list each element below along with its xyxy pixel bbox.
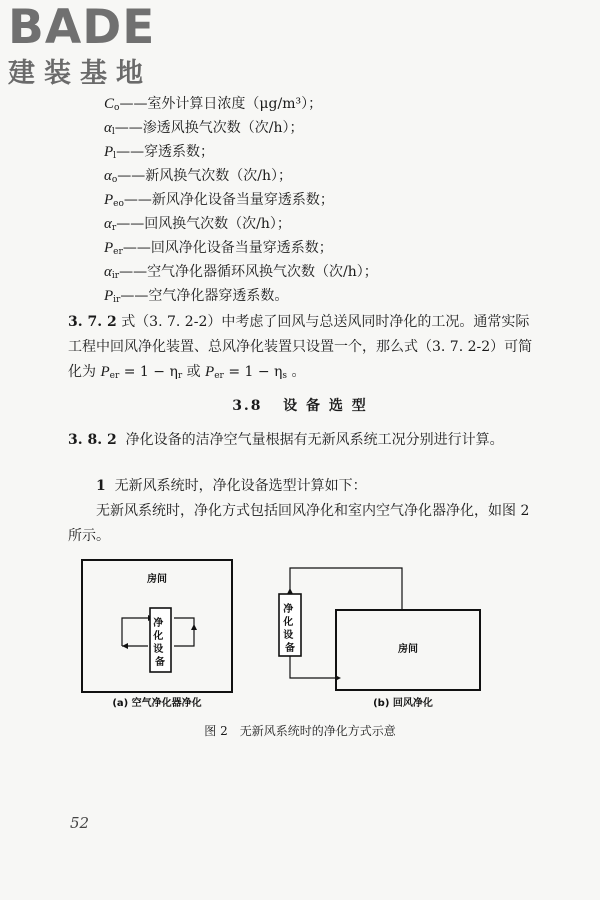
device-char-a-2: 化	[153, 631, 164, 642]
formula-rhs: = 1 − η	[228, 364, 283, 380]
definition-text: ——回风换气次数（次/h）；	[116, 216, 291, 232]
device-char-a-4: 备	[155, 657, 165, 668]
definition-row	[104, 140, 378, 164]
definition-text: ——空气净化器循环风换气次数（次/h）；	[119, 264, 378, 280]
formula-or: 或	[182, 364, 206, 380]
definition-symbol: P	[104, 288, 114, 304]
definition-symbol: P	[104, 240, 114, 256]
definition-symbol: C	[104, 96, 115, 112]
definition-subscript: eo	[113, 199, 124, 209]
formula-end: 。	[287, 364, 306, 380]
logo-text: BADE	[8, 0, 156, 55]
paragraph-3-7-2	[68, 310, 538, 389]
definition-row	[104, 116, 378, 140]
item-text: 无新风系统时，净化设备选型计算如下：	[114, 478, 367, 494]
device-char-b-1: 净	[283, 604, 294, 615]
definition-text: ——穿透系数；	[116, 144, 215, 160]
figure-2-diagram	[80, 558, 520, 718]
definition-subscript: l	[113, 151, 117, 161]
subcaption-b: (b) 回风净化	[373, 698, 433, 709]
device-char-a-1: 净	[153, 618, 164, 629]
symbol-definitions	[104, 92, 378, 308]
figure-caption: 图 2 无新风系统时的净化方式示意	[204, 724, 396, 738]
section-heading	[0, 395, 600, 415]
bade-logo	[8, 0, 178, 90]
definition-text: ——回风净化设备当量穿透系数；	[122, 240, 333, 256]
formula-eta-subscript: s	[282, 371, 288, 381]
definition-text: ——新风换气次数（次/h）；	[117, 168, 293, 184]
clause-number: 3. 7. 2	[68, 314, 117, 330]
arrow-b2	[287, 588, 293, 594]
definition-subscript: er	[113, 247, 123, 257]
item-1	[68, 474, 538, 499]
clause-number: 3. 8. 2	[68, 432, 117, 448]
definition-subscript: l	[111, 127, 115, 137]
definition-subscript: r	[111, 223, 117, 233]
return-duct-top	[290, 568, 402, 610]
definition-row	[104, 188, 378, 212]
formula-eta-subscript: r	[177, 371, 183, 381]
formula-symbol: P	[205, 364, 215, 380]
airflow-loop-a	[122, 618, 148, 646]
item-number: 1	[96, 478, 106, 494]
airflow-right-a	[174, 618, 194, 646]
definition-row	[104, 284, 378, 308]
page-number: 52	[70, 814, 90, 832]
clause-text: 净化设备的洁净空气量根据有无新风系统工况分别进行计算。	[125, 432, 504, 448]
section-number: 3.8	[232, 398, 263, 414]
formula-symbol: P	[100, 364, 110, 380]
definition-row	[104, 260, 378, 284]
definition-symbol: P	[104, 192, 114, 208]
definition-symbol: P	[104, 144, 114, 160]
logo-subtext: 建装基地	[8, 58, 152, 89]
definition-symbol: α	[104, 168, 112, 184]
paragraph-no-fresh-air: 无新风系统时，净化方式包括回风净化和室内空气净化器净化，如图 2 所示。	[68, 503, 530, 544]
definition-row	[104, 164, 378, 188]
device-char-b-4: 备	[285, 643, 295, 654]
arrow-a3	[191, 624, 197, 630]
definition-symbol: α	[104, 216, 112, 232]
definition-subscript: o	[111, 175, 118, 185]
formula-subscript: er	[214, 371, 224, 381]
definition-subscript: ir	[113, 295, 121, 305]
definition-subscript: ir	[111, 271, 120, 281]
device-char-a-3: 设	[153, 644, 164, 655]
room-label-a: 房间	[147, 574, 167, 585]
definition-symbol: α	[104, 120, 112, 136]
definition-text: ——空气净化器穿透系数。	[120, 288, 289, 304]
arrow-a2	[122, 643, 128, 649]
definition-row	[104, 92, 378, 116]
formula-subscript: er	[109, 371, 120, 381]
formula-rhs: = 1 − η	[123, 364, 178, 380]
definition-text: ——室外计算日浓度（μg/m³）；	[119, 96, 323, 112]
device-char-b-3: 设	[283, 630, 294, 641]
return-duct-bottom	[290, 656, 335, 678]
clause-text: 式（3. 7. 2-2）中考虑了回风与总送风同时净化的工况。通常实际工程中回风净化装置、总风净化装置只设置一个，那么式（3. 7. 2-2）可简化为	[68, 314, 533, 380]
definition-text: ——新风净化设备当量穿透系数；	[123, 192, 334, 208]
definition-symbol: α	[104, 264, 112, 280]
definition-row	[104, 236, 378, 260]
subcaption-a: (a) 空气净化器净化	[112, 698, 202, 709]
room-label-b: 房间	[398, 644, 418, 655]
definition-text: ——渗透风换气次数（次/h）；	[114, 120, 304, 136]
section-title: 设 备 选 型	[283, 398, 368, 414]
device-char-b-2: 化	[283, 617, 294, 628]
definition-subscript: o	[114, 103, 120, 113]
paragraph-3-8-2	[68, 428, 538, 453]
definition-row	[104, 212, 378, 236]
